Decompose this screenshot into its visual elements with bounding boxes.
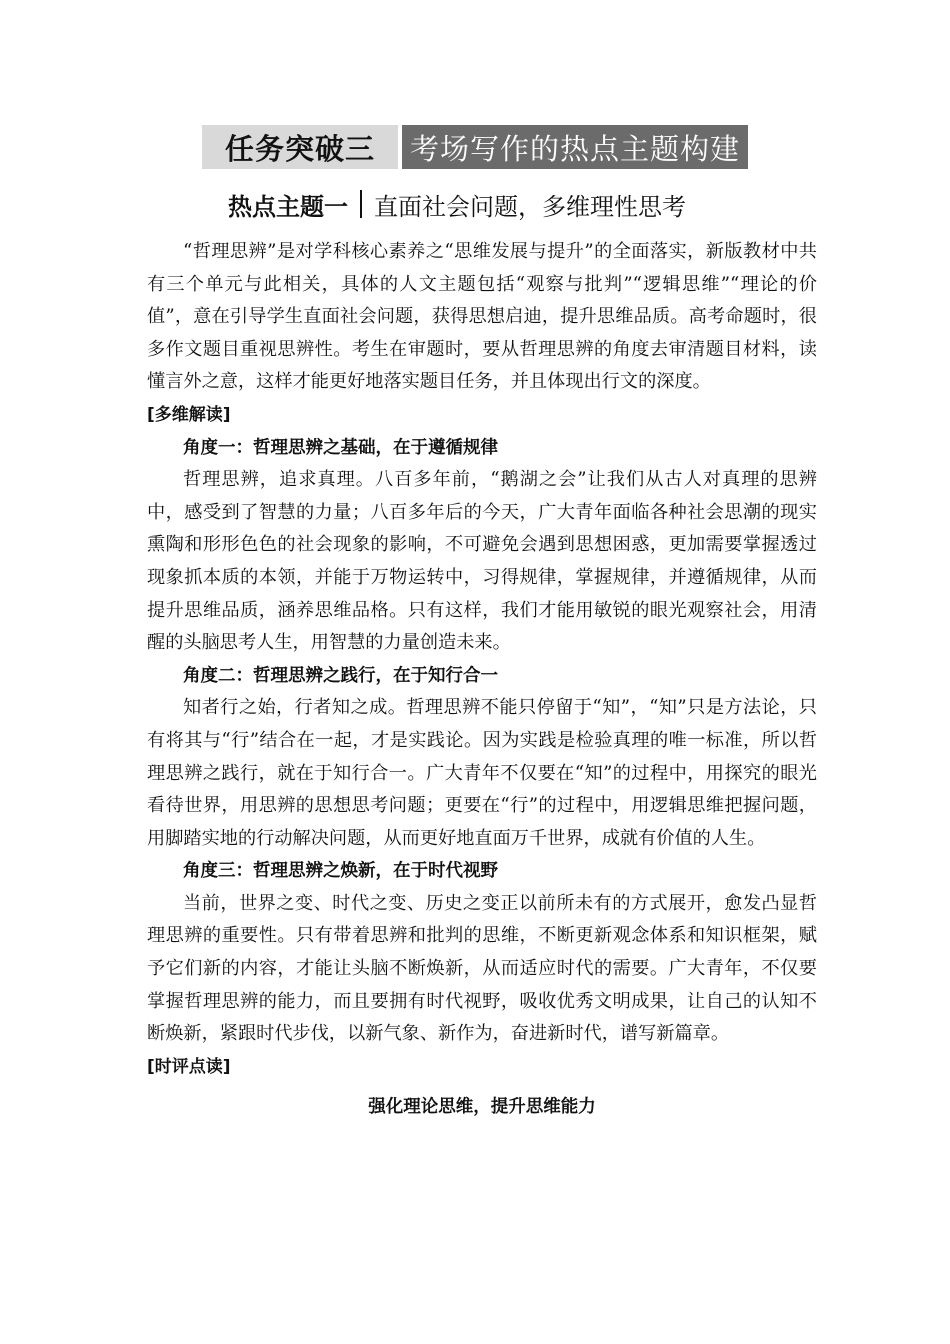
banner-topic-title: 考场写作的热点主题构建: [402, 125, 748, 169]
angle-3-body: 当前，世界之变、时代之变、历史之变正以前所未有的方式展开，愈发凸显哲理思辨的重要性。只有带着思辨和批判的思维，不断更新观念体系和知识框架，赋予它们新的内容，才能让头脑不断焕新，从而适应时代的需要。广大青年，不仅要掌握哲理思辨的能力，而且要拥有时代视野，吸收优秀文明成果，让自己的认知不断焕新，紧跟时代步伐，以新气象、新作为，奋进新时代，谱写新篇章。: [147, 892, 817, 1045]
section-tag-multi-reading: [多维解读]: [147, 404, 231, 425]
section-banner: [202, 125, 748, 169]
angle-1-body: 哲理思辨，追求真理。八百多年前，“鹅湖之会”让我们从古人对真理的思辨中，感受到了智慧的力量；八百多年后的今天，广大青年面临各种社会思潮的现实熏陶和形形色色的社会现象的影响，不可避免会遇到思想困惑，更加需要掌握透过现象抓本质的本领，并能于万物运转中，习得规律，掌握规律，并遵循规律，从而提升思维品质，涵养思维品格。只有这样，我们才能用敏锐的眼光观察社会，用清醒的头脑思考人生，用智慧的力量创造未来。: [147, 469, 817, 654]
angle-2-heading: 角度二：哲理思辨之践行，在于知行合一: [183, 665, 498, 686]
section-tag-commentary: [时评点读]: [147, 1056, 231, 1077]
angle-1-heading: 角度一：哲理思辨之基础，在于遵循规律: [183, 437, 498, 458]
document-body: [147, 236, 817, 1124]
intro-paragraph: “哲理思辨”是对学科核心素养之“思维发展与提升”的全面落实，新版教材中共有三个单元与此相关，具体的人文主题包括“观察与批判”“逻辑思维”“理论的价值”，意在引导学生直面社会问题，获得思想启迪，提升思维品质。高考命题时，很多作文题目重视思辨性。考生在审题时，要从哲理思辨的角度去审清题目材料，读懂言外之意，这样才能更好地落实题目任务，并且体现出行文的深度。: [147, 241, 817, 393]
angle-3-heading: 角度三：哲理思辨之焕新，在于时代视野: [183, 861, 498, 882]
angle-2-body: 知者行之始，行者知之成。哲理思辨不能只停留于“知”，“知”只是方法论，只有将其与“行”结合在一起，才是实践论。因为实践是检验真理的唯一标准，所以哲理思辨之践行，就在于知行合一。广大青年不仅要在“知”的过程中，用探究的眼光看待世界，用思辨的思想思考问题；更要在“行”的过程中，用逻辑思维把握问题，用脚踏实地的行动解决问题，从而更好地直面万千世界，成就有价值的人生。: [147, 697, 817, 849]
hot-topic-label: 热点主题一: [228, 192, 348, 221]
subtitle-divider: [360, 190, 362, 218]
banner-task-label: 任务突破三: [202, 125, 398, 169]
hot-topic-subtitle: [228, 186, 686, 222]
article-title: 强化理论思维，提升思维能力: [368, 1097, 596, 1118]
hot-topic-text: 直面社会问题，多维理性思考: [374, 192, 686, 221]
